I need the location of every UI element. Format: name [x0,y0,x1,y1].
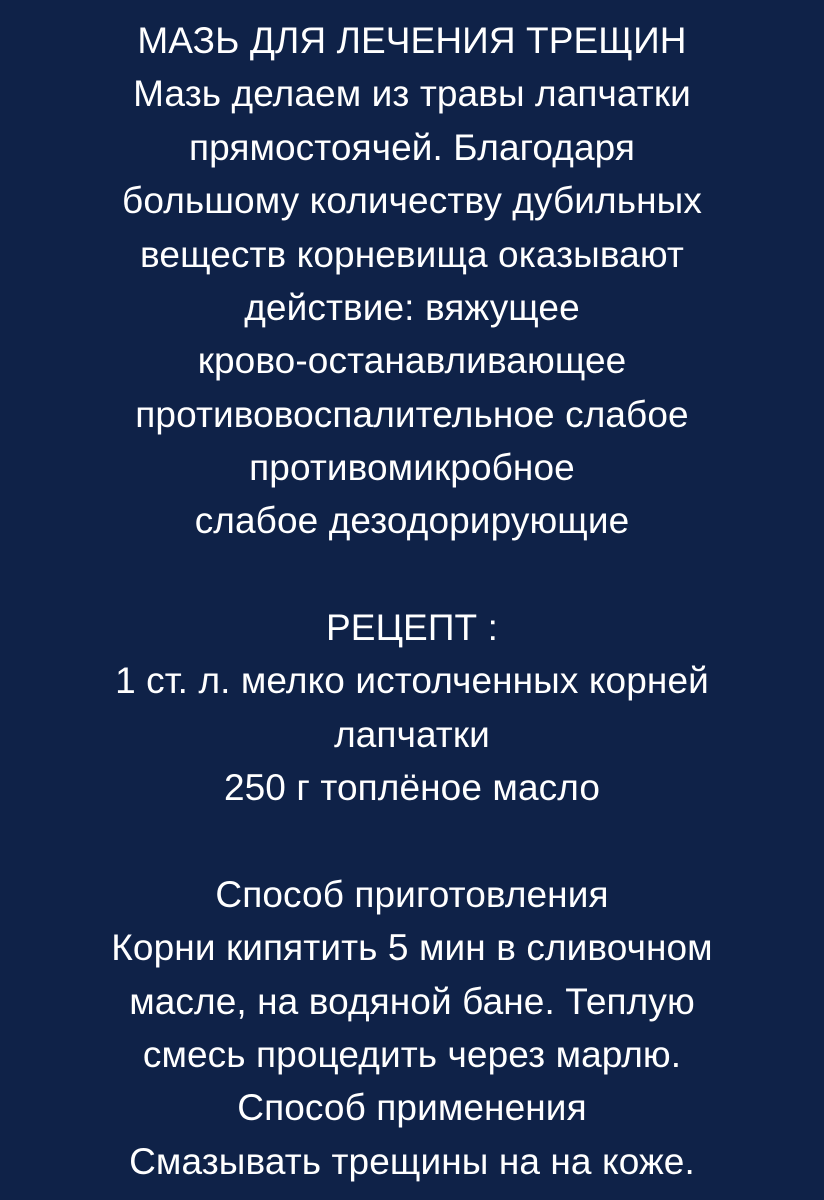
text-line: слабое дезодорирующие [194,500,630,541]
text-line: лапчатки [334,714,490,755]
usage-heading: Способ применения [237,1087,587,1128]
text-line: веществ корневища оказывают [140,234,684,275]
preparation-heading: Способ приготовления [215,874,609,915]
text-line: противомикробное [249,447,575,488]
text-line: Корни кипятить 5 мин в сливочном [111,927,713,968]
text-line: смесь процедить через марлю. [142,1034,682,1075]
text-line: большому количеству дубильных [122,180,702,221]
text-line: Мазь делаем из травы лапчатки [133,73,691,114]
recipe-heading: РЕЦЕПТ : [326,607,498,648]
text-line: Смазывать трещины на на коже. [129,1141,695,1182]
text-line: масле, на водяной бане. Теплую [129,981,695,1022]
text-line: 250 г топлёное масло [223,767,601,808]
document-title: МАЗЬ ДЛЯ ЛЕЧЕНИЯ ТРЕЩИН [137,20,687,61]
text-line: прямостоячей. Благодаря [188,127,636,168]
text-line: противовоспалительное слабое [135,394,689,435]
text-line: крово-останавливающее [197,340,627,381]
text-line: действие: вяжущее [244,287,580,328]
text-line: 1 ст. л. мелко истолченных корней [115,660,709,701]
